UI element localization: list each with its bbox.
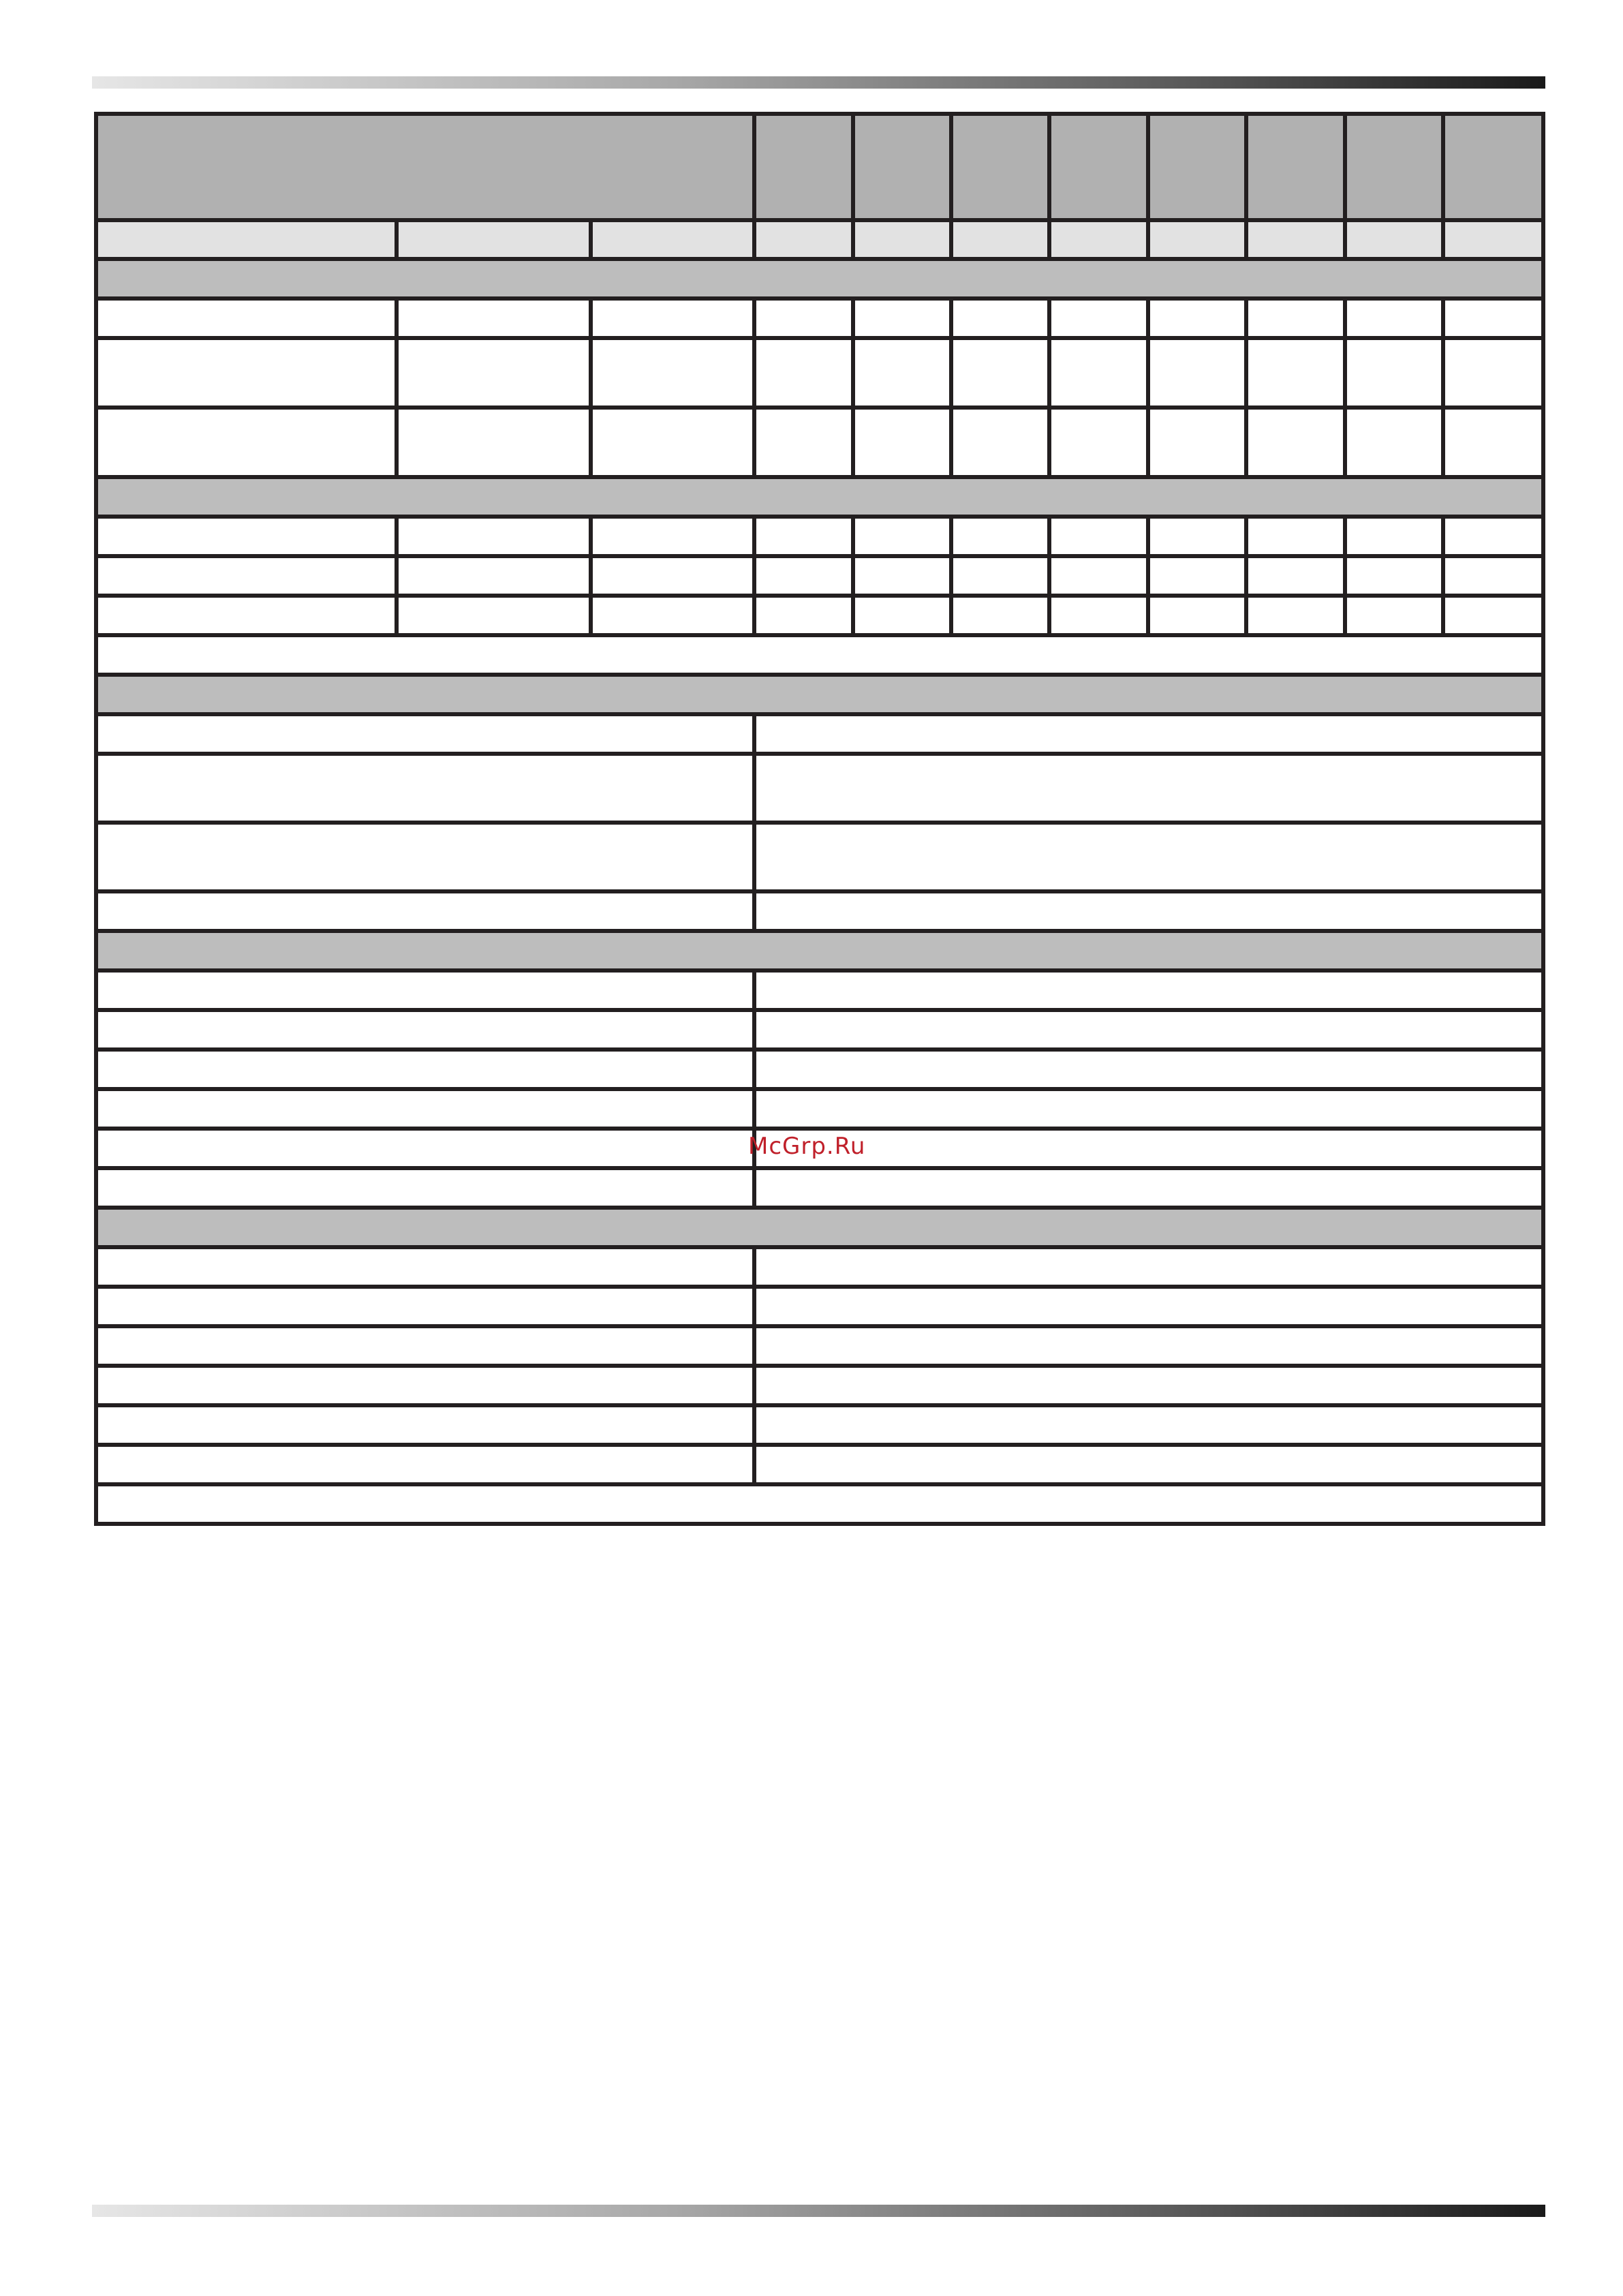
value-cell	[591, 517, 754, 556]
section-header-cell	[96, 931, 1543, 970]
table-row	[96, 1247, 1543, 1287]
model-header-cell	[754, 114, 853, 220]
value-cell	[754, 970, 1543, 1010]
table-row	[96, 970, 1543, 1010]
subheader-cell	[591, 220, 754, 259]
value-cell	[754, 408, 853, 477]
label-cell	[96, 1405, 754, 1445]
label-cell	[96, 1010, 754, 1050]
label-cell	[96, 1247, 754, 1287]
label-cell	[96, 1287, 754, 1326]
value-cell	[397, 408, 591, 477]
value-cell	[754, 517, 853, 556]
value-cell	[1345, 338, 1443, 408]
table-subheader-row	[96, 220, 1543, 259]
label-cell	[96, 823, 754, 891]
model-header-cell	[1345, 114, 1443, 220]
table-row	[96, 1366, 1543, 1405]
subheader-cell	[951, 220, 1049, 259]
table-row	[96, 1445, 1543, 1484]
label-cell	[96, 596, 397, 635]
label-cell	[96, 1089, 754, 1129]
label-cell	[96, 891, 754, 931]
value-cell	[754, 714, 1543, 754]
spec-table-grid	[94, 112, 1545, 1526]
value-cell	[754, 1247, 1543, 1287]
label-cell	[96, 338, 397, 408]
value-cell	[754, 823, 1543, 891]
value-cell	[1049, 408, 1148, 477]
value-cell	[853, 556, 951, 596]
value-cell	[397, 299, 591, 338]
subheader-cell	[754, 220, 853, 259]
value-cell	[397, 556, 591, 596]
value-cell	[754, 1168, 1543, 1208]
table-row	[96, 338, 1543, 408]
subheader-cell	[1246, 220, 1345, 259]
value-cell	[1049, 556, 1148, 596]
value-cell	[754, 891, 1543, 931]
label-cell	[96, 1129, 754, 1168]
section-header-row	[96, 675, 1543, 714]
value-cell	[1345, 408, 1443, 477]
value-cell	[853, 596, 951, 635]
value-cell	[754, 596, 853, 635]
value-cell	[1049, 338, 1148, 408]
label-cell	[96, 1326, 754, 1366]
label-cell	[96, 1366, 754, 1405]
label-cell	[96, 970, 754, 1010]
value-cell	[397, 596, 591, 635]
subheader-cell	[1345, 220, 1443, 259]
table-row	[96, 408, 1543, 477]
value-cell	[1148, 408, 1246, 477]
top-decorative-bar	[92, 76, 1545, 89]
value-cell	[754, 1287, 1543, 1326]
label-cell	[96, 408, 397, 477]
value-cell	[1443, 408, 1543, 477]
table-row	[96, 596, 1543, 635]
value-cell	[591, 408, 754, 477]
subheader-cell	[397, 220, 591, 259]
table-row	[96, 1010, 1543, 1050]
table-row	[96, 823, 1543, 891]
value-cell	[1049, 299, 1148, 338]
footnote-row	[96, 1484, 1543, 1524]
label-cell	[96, 517, 397, 556]
value-cell	[853, 299, 951, 338]
section-header-row	[96, 259, 1543, 299]
value-cell	[1443, 556, 1543, 596]
table-row	[96, 517, 1543, 556]
value-cell	[754, 1366, 1543, 1405]
footnote-cell	[96, 1484, 1543, 1524]
subheader-cell	[96, 220, 397, 259]
value-cell	[1049, 517, 1148, 556]
label-cell	[96, 1445, 754, 1484]
value-cell	[1443, 338, 1543, 408]
table-row	[96, 1168, 1543, 1208]
value-cell	[951, 408, 1049, 477]
section-header-row	[96, 1208, 1543, 1247]
value-cell	[1148, 556, 1246, 596]
value-cell	[1345, 299, 1443, 338]
value-cell	[1148, 338, 1246, 408]
table-header-row	[96, 114, 1543, 220]
value-cell	[951, 596, 1049, 635]
value-cell	[754, 556, 853, 596]
value-cell	[1345, 596, 1443, 635]
value-cell	[397, 338, 591, 408]
table-row	[96, 556, 1543, 596]
section-header-cell	[96, 1208, 1543, 1247]
value-cell	[853, 408, 951, 477]
value-cell	[754, 1010, 1543, 1050]
header-title-cell	[96, 114, 754, 220]
value-cell	[1148, 596, 1246, 635]
table-row	[96, 1326, 1543, 1366]
table-row	[96, 714, 1543, 754]
table-row	[96, 1050, 1543, 1089]
value-cell	[951, 338, 1049, 408]
section-header-row	[96, 477, 1543, 517]
table-row	[96, 1287, 1543, 1326]
value-cell	[754, 1129, 1543, 1168]
value-cell	[853, 517, 951, 556]
label-cell	[96, 714, 754, 754]
label-cell	[96, 299, 397, 338]
value-cell	[754, 1089, 1543, 1129]
value-cell	[951, 556, 1049, 596]
table-row	[96, 1405, 1543, 1445]
value-cell	[754, 338, 853, 408]
subheader-cell	[853, 220, 951, 259]
label-cell	[96, 754, 754, 823]
note-row	[96, 635, 1543, 675]
value-cell	[1443, 299, 1543, 338]
value-cell	[1246, 556, 1345, 596]
value-cell	[1345, 517, 1443, 556]
value-cell	[1345, 556, 1443, 596]
value-cell	[1443, 596, 1543, 635]
value-cell	[754, 1405, 1543, 1445]
label-cell	[96, 1050, 754, 1089]
value-cell	[754, 1445, 1543, 1484]
value-cell	[951, 299, 1049, 338]
value-cell	[1049, 596, 1148, 635]
section-header-cell	[96, 259, 1543, 299]
table-row	[96, 891, 1543, 931]
model-header-cell	[1148, 114, 1246, 220]
value-cell	[754, 754, 1543, 823]
value-cell	[754, 1326, 1543, 1366]
section-header-row	[96, 931, 1543, 970]
section-header-cell	[96, 477, 1543, 517]
model-header-cell	[1049, 114, 1148, 220]
value-cell	[1246, 517, 1345, 556]
value-cell	[754, 299, 853, 338]
value-cell	[1246, 408, 1345, 477]
table-row	[96, 754, 1543, 823]
subheader-cell	[1443, 220, 1543, 259]
value-cell	[1246, 299, 1345, 338]
note-cell	[96, 635, 1543, 675]
value-cell	[397, 517, 591, 556]
label-cell	[96, 1168, 754, 1208]
value-cell	[853, 338, 951, 408]
label-cell	[96, 556, 397, 596]
table-row	[96, 1089, 1543, 1129]
watermark-text: McGrp.Ru	[748, 1133, 866, 1160]
value-cell	[1148, 517, 1246, 556]
bottom-decorative-bar	[92, 2205, 1545, 2217]
value-cell	[591, 596, 754, 635]
value-cell	[591, 338, 754, 408]
value-cell	[1443, 517, 1543, 556]
value-cell	[1246, 596, 1345, 635]
section-header-cell	[96, 675, 1543, 714]
value-cell	[1246, 338, 1345, 408]
table-row	[96, 299, 1543, 338]
model-header-cell	[853, 114, 951, 220]
subheader-cell	[1049, 220, 1148, 259]
model-header-cell	[1443, 114, 1543, 220]
value-cell	[1148, 299, 1246, 338]
specification-table	[94, 112, 1544, 1526]
subheader-cell	[1148, 220, 1246, 259]
value-cell	[591, 556, 754, 596]
value-cell	[754, 1050, 1543, 1089]
model-header-cell	[1246, 114, 1345, 220]
model-header-cell	[951, 114, 1049, 220]
value-cell	[591, 299, 754, 338]
value-cell	[951, 517, 1049, 556]
